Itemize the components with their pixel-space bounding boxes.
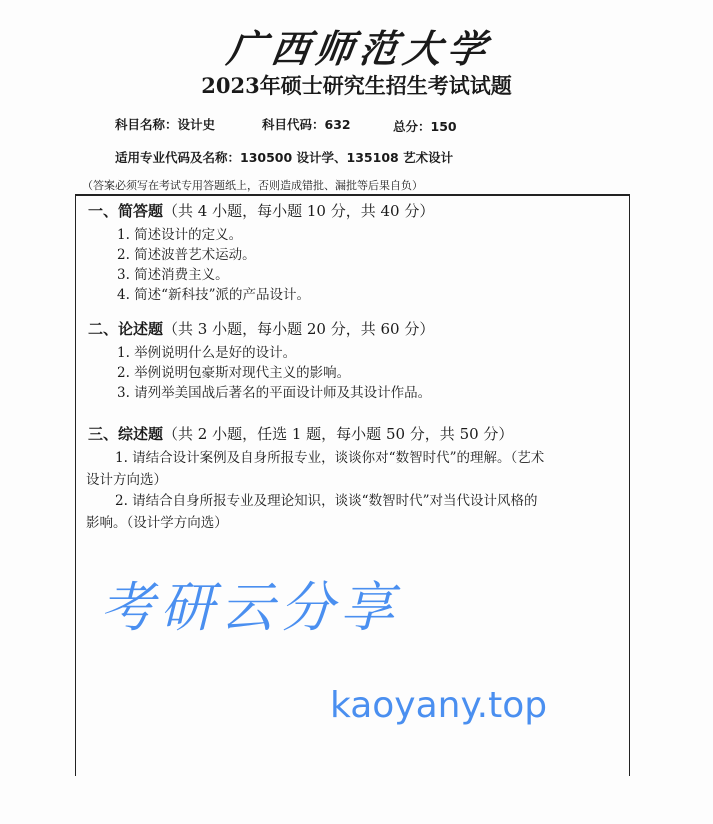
section-2-heading bbox=[88, 318, 434, 339]
watermark-url: kaoyany.top bbox=[330, 685, 548, 726]
question-item: 2. 请结合自身所报专业及理论知识，谈谈“数智时代”对当代设计风格的 bbox=[115, 493, 538, 509]
question-item: 1. 举例说明什么是好的设计。 bbox=[117, 345, 297, 361]
total-score: 总分：150 bbox=[393, 119, 457, 134]
question-item-cont: 影响。（设计学方向选） bbox=[86, 515, 228, 531]
section-3-detail: （共 2 小题，任选 1 题，每小题 50 分，共 50 分） bbox=[163, 425, 514, 443]
question-item: 2. 简述波普艺术运动。 bbox=[117, 247, 256, 263]
section-3-heading bbox=[88, 423, 513, 444]
section-1-heading bbox=[88, 200, 434, 221]
section-1-detail: （共 4 小题，每小题 10 分，共 40 分） bbox=[163, 202, 435, 220]
section-2-detail: （共 3 小题，每小题 20 分，共 60 分） bbox=[163, 320, 435, 338]
subject-name: 科目名称：设计史 bbox=[115, 117, 216, 132]
university-logo: 广西师范大学 bbox=[224, 26, 495, 71]
exam-title: 2023年硕士研究生招生考试试题 bbox=[201, 73, 512, 98]
watermark-cn: 考研云分享 bbox=[100, 576, 400, 639]
section-2-title: 二、论述题 bbox=[88, 320, 164, 338]
answer-note: （答案必须写在考试专用答题纸上，否则造成错批、漏批等后果自负） bbox=[82, 179, 423, 192]
subject-code: 科目代码：632 bbox=[262, 117, 351, 132]
section-1-title: 一、简答题 bbox=[88, 202, 164, 220]
section-3-title: 三、综述题 bbox=[88, 425, 164, 443]
question-item: 3. 请列举美国战后著名的平面设计师及其设计作品。 bbox=[117, 385, 432, 401]
question-item-cont: 设计方向选） bbox=[86, 472, 167, 488]
question-item: 1. 请结合设计案例及自身所报专业，谈谈你对“数智时代”的理解。（艺术 bbox=[115, 450, 545, 466]
applicable-majors: 适用专业代码及名称：130500 设计学、135108 艺术设计 bbox=[115, 150, 454, 165]
question-item: 1. 简述设计的定义。 bbox=[117, 227, 243, 243]
question-item: 2. 举例说明包豪斯对现代主义的影响。 bbox=[117, 365, 351, 381]
question-item: 4. 简述“新科技”派的产品设计。 bbox=[117, 287, 310, 303]
question-item: 3. 简述消费主义。 bbox=[117, 267, 229, 283]
